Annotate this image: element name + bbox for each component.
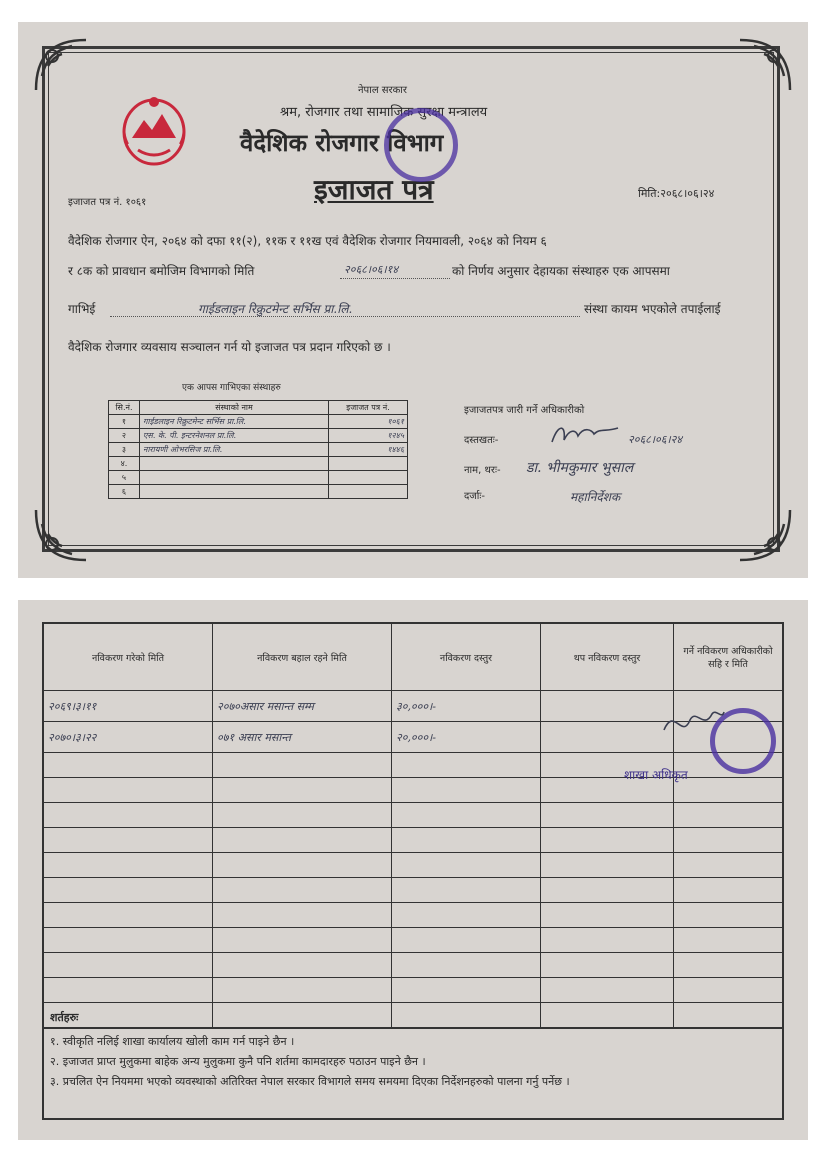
body-line-1: वैदेशिक रोजगार ऐन, २०६४ को दफा ११(२), ११क र ११ख एवं वैदेशिक रोजगार नियमावली, २०६४ को नियम ६ (68, 234, 547, 248)
renewal-cell (541, 853, 674, 878)
renewal-cell (674, 828, 784, 853)
table-header: इजाजत पत्र नं. (329, 401, 408, 415)
renewal-row (43, 953, 783, 978)
renewal-cell (43, 853, 213, 878)
page-title: इजाजत पत्र (314, 173, 434, 206)
renewal-cell (674, 778, 784, 803)
renewal-cell (674, 978, 784, 1003)
renewal-cell (541, 691, 674, 722)
table-cell: १२४५ (329, 429, 408, 443)
renewal-cell (43, 878, 213, 903)
renewal-cell (213, 903, 392, 928)
renewal-cell (213, 778, 392, 803)
license-back-sheet (18, 600, 808, 1140)
renewal-cell: २०६९।३।११ (43, 691, 213, 722)
terms-section (42, 1002, 784, 1120)
renewal-cell: ०७१ असार मसान्त (213, 722, 392, 753)
renewal-cell (541, 828, 674, 853)
terms-title: शर्तहरुः (50, 1011, 79, 1024)
renewal-cell (213, 828, 392, 853)
table-cell: एस. के. पी. इन्टरनेशनल प्रा.लि. (140, 429, 329, 443)
govt-heading: नेपाल सरकार (358, 85, 407, 96)
renewal-cell (541, 953, 674, 978)
corner-ornament-icon (736, 36, 794, 94)
renewal-cell (541, 903, 674, 928)
body-line-2b: को निर्णय अनुसार देहायका संस्थाहरु एक आपसमा (452, 264, 670, 278)
table-cell (140, 485, 329, 499)
renewal-header: नविकरण गरेको मिति (43, 623, 213, 691)
renewal-row (43, 928, 783, 953)
table-cell (329, 471, 408, 485)
renewal-cell (541, 803, 674, 828)
table-cell (140, 471, 329, 485)
renewal-cell (43, 803, 213, 828)
renewal-cell (213, 953, 392, 978)
renewal-cell (392, 853, 541, 878)
renewal-cell: ३०,०००।- (392, 691, 541, 722)
renewal-header: नविकरण दस्तुर (392, 623, 541, 691)
renewal-row (43, 803, 783, 828)
renewal-cell: २०,०००।- (392, 722, 541, 753)
body-line-3b: संस्था कायम भएकोले तपाईलाई (584, 302, 721, 316)
renewal-cell (541, 978, 674, 1003)
renewal-row (43, 828, 783, 853)
renewal-cell (43, 903, 213, 928)
table-cell (140, 457, 329, 471)
renewal-cell (674, 928, 784, 953)
term-item: २. इजाजत प्राप्त मुलुकमा बाहेक अन्य मुलुकमा कुनै पनि शर्तमा कामदारहरु पठाउन पाइने छैन । (50, 1055, 426, 1068)
renewal-cell (392, 778, 541, 803)
table-cell: ३ (109, 443, 140, 457)
renewal-cell (43, 753, 213, 778)
renewal-cell (674, 903, 784, 928)
renewal-cell (674, 803, 784, 828)
term-item: ३. प्रचलित ऐन नियममा भएको व्यवस्थाको अतिरिक्त नेपाल सरकार विभागले समय समयमा दिएका निर्देशनहरुको पालना गर्नु पर्नेछ । (50, 1075, 570, 1088)
renewal-cell (392, 903, 541, 928)
table-row (109, 457, 408, 471)
table-cell (329, 485, 408, 499)
table-row (109, 443, 408, 457)
company-name-fill: गाईडलाइन रिक्रुटमेन्ट सर्भिस प्रा.लि. (198, 302, 353, 316)
signature-label: दस्तखतः- (464, 435, 499, 446)
issuer-name: डा. भीमकुमार भुसाल (526, 460, 634, 476)
renewal-cell (43, 953, 213, 978)
renewal-cell (213, 803, 392, 828)
post-label: दर्जाः- (464, 491, 485, 502)
renewal-row (43, 878, 783, 903)
license-number: इजाजत पत्र नं. १०६१ (68, 197, 147, 208)
renewal-cell (43, 778, 213, 803)
license-front-sheet (18, 22, 808, 578)
table-row (109, 415, 408, 429)
renewal-row (43, 903, 783, 928)
renewal-header: गर्ने नविकरण अधिकारीको सहि र मिति (674, 623, 784, 691)
table-cell: ६ (109, 485, 140, 499)
body-line-4: वैदेशिक रोजगार व्यवसाय सञ्चालन गर्न यो इजाजत पत्र प्रदान गरिएको छ । (68, 340, 391, 354)
renewal-header: थप नविकरण दस्तुर (541, 623, 674, 691)
renewal-cell (392, 828, 541, 853)
table-header: सि.नं. (109, 401, 140, 415)
table-cell (329, 457, 408, 471)
renewal-cell (43, 828, 213, 853)
renewal-cell (43, 928, 213, 953)
renewal-cell (392, 928, 541, 953)
table-row (109, 471, 408, 485)
merged-table-caption: एक आपस गाभिएका संस्थाहरु (182, 383, 281, 393)
signature-date: २०६८।०६।२४ (628, 433, 683, 446)
renewal-cell (392, 978, 541, 1003)
renewal-table (42, 622, 784, 1029)
renewal-cell (392, 803, 541, 828)
issuer-post: महानिर्देशक (570, 490, 621, 504)
renewal-cell (674, 853, 784, 878)
signature-scribble (548, 420, 628, 448)
renewal-cell (213, 878, 392, 903)
table-row (109, 485, 408, 499)
table-cell: ५ (109, 471, 140, 485)
table-cell: १ (109, 415, 140, 429)
table-cell: २ (109, 429, 140, 443)
table-cell: नारायणी ओभरसिज प्रा.लि. (140, 443, 329, 457)
corner-ornament-icon (32, 36, 90, 94)
body-line-2a: र ८क को प्रावधान बमोजिम विभागको मिति (68, 264, 255, 278)
corner-ornament-icon (32, 506, 90, 564)
renewal-cell (392, 953, 541, 978)
renewal-cell (213, 853, 392, 878)
renewal-cell (541, 878, 674, 903)
ministry-heading: श्रम, रोजगार तथा सामाजिक सुरक्षा मन्त्रालय (280, 105, 488, 120)
renewal-header: नविकरण बहाल रहने मिति (213, 623, 392, 691)
issue-date: मिति:२०६८।०६।२४ (638, 187, 715, 200)
renewal-row (43, 978, 783, 1003)
table-cell: १४४६ (329, 443, 408, 457)
renewal-cell: २०७०।३।२२ (43, 722, 213, 753)
renewal-cell (674, 878, 784, 903)
term-item: १. स्वीकृति नलिई शाखा कार्यालय खोली काम गर्न पाइने छैन । (50, 1035, 295, 1048)
renewal-cell (213, 753, 392, 778)
renewal-cell (213, 978, 392, 1003)
department-stamp (384, 108, 458, 182)
table-row (109, 429, 408, 443)
nepal-emblem-icon (118, 92, 190, 168)
merged-companies-table (108, 400, 408, 499)
renewal-cell (43, 978, 213, 1003)
corner-ornament-icon (736, 506, 794, 564)
renewal-cell (392, 753, 541, 778)
table-cell: १०६१ (329, 415, 408, 429)
renewal-cell (213, 928, 392, 953)
stamp-text: शाखा अधिकृत (624, 768, 688, 782)
decision-date-fill: २०६८।०६।१४ (344, 263, 399, 276)
renewal-cell: २०७०असार मसान्त सम्म (213, 691, 392, 722)
name-label: नाम, थरः- (464, 465, 501, 476)
table-header: संस्थाको नाम (140, 401, 329, 415)
table-cell: गाईडलाइन रिक्रुटमेन्ट सर्भिस प्रा.लि. (140, 415, 329, 429)
table-cell: ४. (109, 457, 140, 471)
renewal-cell (392, 878, 541, 903)
body-line-3a: गाभिई (68, 302, 96, 316)
issuer-heading: इजाजतपत्र जारी गर्ने अधिकारीको (464, 405, 585, 416)
officer-signature (658, 700, 728, 746)
department-heading: वैदेशिक रोजगार विभाग (240, 129, 444, 157)
renewal-cell (541, 928, 674, 953)
renewal-cell (674, 953, 784, 978)
renewal-cell (541, 722, 674, 753)
renewal-row (43, 853, 783, 878)
